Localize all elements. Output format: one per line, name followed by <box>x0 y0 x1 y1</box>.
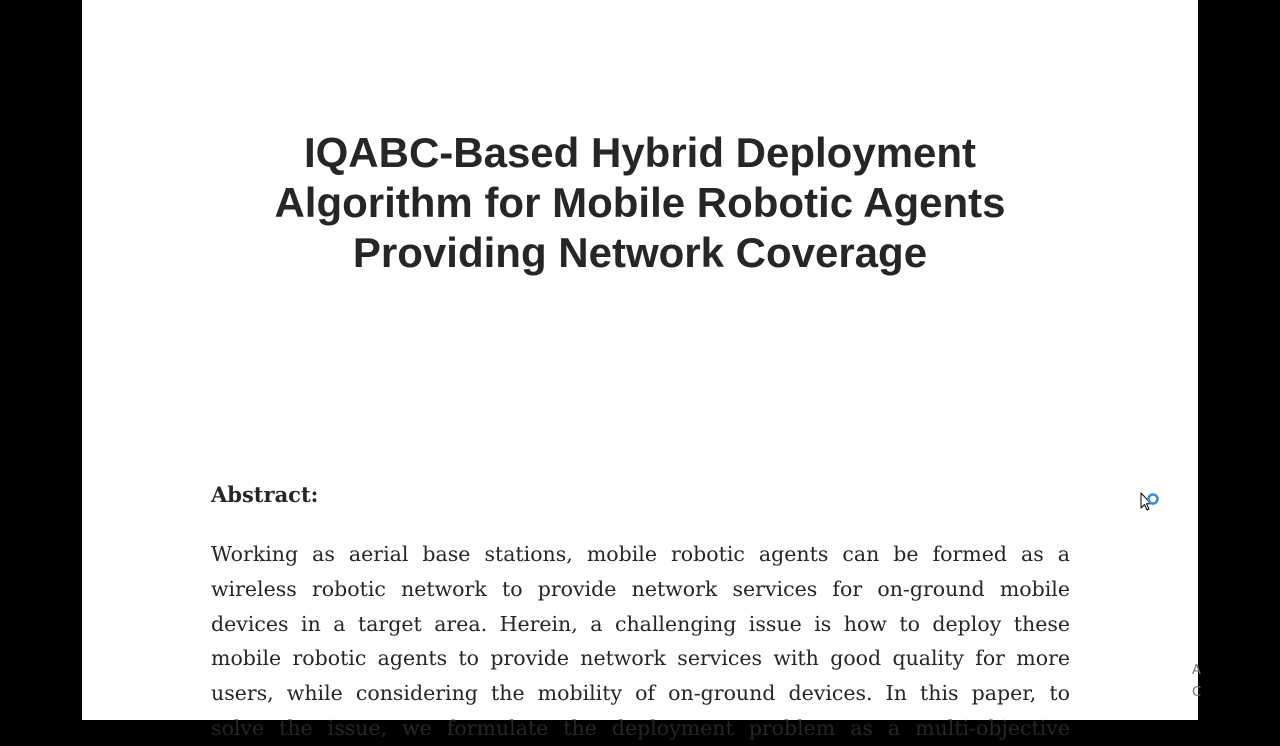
title-line: Providing Network Coverage <box>352 229 928 276</box>
busy-arrow-cursor-icon <box>1140 492 1166 518</box>
abstract-line: Working as aerial base stations, mobile robotic agents can be formed as a <box>211 542 1070 566</box>
abstract-line: mobile robotic agents to provide network services with good quality for more <box>211 646 1070 671</box>
edge-fragment: A <box>1192 663 1201 678</box>
abstract-line: wireless robotic network to provide network services for on-ground mobile <box>211 576 1070 601</box>
document-page <box>82 0 1198 740</box>
abstract-line: devices in a target area. Herein, a challenging issue is how to deploy these <box>211 611 1070 636</box>
title-line: IQABC-Based Hybrid Deployment <box>303 129 977 176</box>
abstract-line: solve the issue, we formulate the deployment problem as a multi-objective <box>211 715 1070 740</box>
edge-text-fragment <box>1192 660 1201 704</box>
abstract-heading: Abstract: <box>211 482 319 507</box>
edge-fragment: C <box>1192 685 1202 700</box>
abstract-paragraph <box>211 537 1070 746</box>
paper-title <box>82 128 1198 278</box>
abstract-line: users, while considering the mobility of on-ground devices. In this paper, to <box>211 681 1070 706</box>
title-line: Algorithm for Mobile Robotic Agents <box>274 179 1006 226</box>
